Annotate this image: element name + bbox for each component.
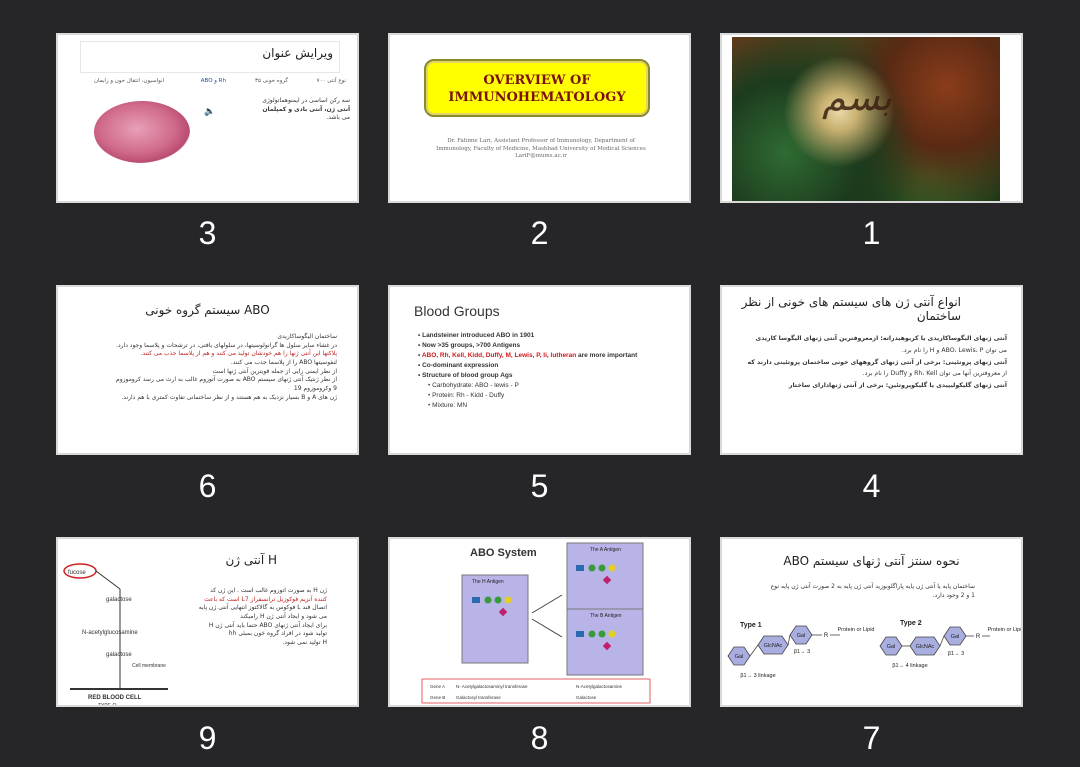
h-antigen-label: The H Antigen bbox=[472, 579, 504, 585]
slide-body: ساختمان الیگوساکاریدی در غشاء سایر سلول ها گرانولوسیتها، در سلولهای بافتی، در ترشحات و پلاسما وجود دارد. پلاکتها این آنتی ژنها را هم خودشان تولید می کنند و هم از پلاسما جذب می کنند. لنفوسیتها ABO را از پلاسما جذب می کنند. از نظر ایمنی زایی از جمله قویترین آنتی ژنها است از نظر ژنتیک آنتی ژنهای سیستم ABO به صورت آتوزوم غالب به ارث می رسد کروموزوم 9 وکروموزوم 19 ژن های A و B بسیار نزدیک به هم هستند و از نظر ساختمانی تفاوت کمتری با هم دارند. bbox=[115, 333, 337, 401]
membrane-label: Cell membrane bbox=[132, 663, 166, 669]
slide-thumbnail-1[interactable] bbox=[720, 33, 1023, 203]
gal-label: Gal bbox=[886, 644, 896, 650]
glcnac-label: GlcNAc bbox=[763, 643, 783, 649]
gal-label: Gal bbox=[734, 654, 744, 660]
slide-thumbnail-6[interactable] bbox=[56, 285, 359, 455]
gene-b-label: Gene B bbox=[430, 695, 446, 700]
slide-number: 9 bbox=[198, 720, 217, 756]
slide-number: 2 bbox=[530, 215, 549, 251]
fucose-label: fucose bbox=[68, 570, 86, 576]
slide-title: ABO System bbox=[470, 547, 537, 559]
arrow-chain: ۷۰۰ نوع آنتی ۳۵ گروه خونی ABO و Rh انواسیون، انتقال خون و زایمان bbox=[94, 78, 346, 84]
calligraphy-artwork bbox=[732, 37, 1000, 203]
bullet-list: سه رکن اساسی در ایمنوهماتولوژی آنتی ژن، آنتی بادی و کمپلمان می باشد. bbox=[262, 97, 350, 122]
sugar-a-label: N-Acetylgalactosamine bbox=[576, 684, 623, 689]
slide-title: ویرایش عنوان bbox=[262, 46, 333, 60]
slide-title-line-1: OVERVIEW OF bbox=[483, 73, 591, 88]
galactose2-label: galactose bbox=[106, 652, 132, 658]
slide-thumbnail-3[interactable] bbox=[56, 33, 359, 203]
type2-label: Type 2 bbox=[900, 620, 922, 627]
galactose-label: galactose bbox=[106, 597, 132, 603]
gal-label: Gal bbox=[950, 634, 960, 640]
slide-body: آنتی ژنهای الیگوساکاریدی یا کربوهیدراته: ازمعروفترین آنتی ژنهای الیگوسا کاریدی می توان ABO، Lewis، P و H را نام برد. آنتی ژنهای پروتئینی: برخی از آنتی ژنهای گروههای خونی ساختمان پروتئینی دارند که از معروفترین آنها می توان Rh، Kell و Duffy را نام برد. آنتی ژنهای گلیکولیپیدی یا گلیکوپروتئین: برخی از آنتی ژنهادارای ساختار bbox=[747, 335, 1007, 390]
enzyme-a-label: N- Acetylgalactosaminyl transferase bbox=[456, 684, 528, 689]
slide-thumbnail-4[interactable] bbox=[720, 285, 1023, 455]
slide-number: 3 bbox=[198, 215, 217, 251]
sugar-b-label: Galactose bbox=[576, 695, 597, 700]
calligraphy-glyph: بسم bbox=[822, 75, 892, 119]
slide-title-box bbox=[80, 41, 340, 73]
b13-label: β1→ 3 bbox=[947, 651, 965, 657]
author-info: Dr. Fahime Lari, Assistant Professor of Immunology, Department of Immunology, Faculty of Medicine, Mashhad University of Medical Sciences LariF@mums.ac.ir bbox=[436, 138, 646, 160]
slide-number: 8 bbox=[530, 720, 549, 756]
slide-number: 6 bbox=[198, 468, 217, 504]
slide-title: Blood Groups bbox=[414, 303, 500, 319]
synthesis-diagram bbox=[722, 539, 1023, 707]
speaker-icon: 🔈 bbox=[204, 107, 216, 117]
slide-number: 4 bbox=[862, 468, 881, 504]
protein-label: Protein or Lipid bbox=[987, 627, 1025, 633]
slide-number: 5 bbox=[530, 468, 549, 504]
rbc-label: RED BLOOD CELL bbox=[88, 695, 142, 701]
a-antigen-label: The A Antigen bbox=[590, 547, 621, 553]
gene-a-label: Gene A bbox=[430, 684, 446, 689]
slide-title: انواع آنتی ژن های سیستم های خونی از نظر ساختمان bbox=[741, 295, 961, 323]
r-label: R bbox=[823, 633, 829, 639]
slide-thumbnail-5[interactable] bbox=[388, 285, 691, 455]
abo-system-diagram bbox=[390, 539, 691, 707]
slide-title-line-2: IMMUNOHEMATOLOGY bbox=[448, 90, 626, 105]
type-label: TYPE O bbox=[98, 703, 117, 709]
slide-title: نحوه سنتز آنتی ژنهای سیستم ABO bbox=[783, 554, 960, 568]
slide-title: سیستم گروه خونی ABO bbox=[145, 303, 270, 317]
linkage1-label: β1→ 3 linkage bbox=[740, 673, 776, 679]
slide-number: 1 bbox=[862, 215, 881, 251]
b-antigen-label: The B Antigen bbox=[590, 613, 622, 619]
slide-thumbnail-8[interactable] bbox=[388, 537, 691, 707]
cell-illustration bbox=[94, 101, 190, 163]
gal-label: Gal bbox=[796, 633, 806, 639]
title-banner bbox=[424, 59, 650, 117]
slide-number: 7 bbox=[862, 720, 881, 756]
glcnac-label: GlcNAc bbox=[915, 644, 935, 650]
slide-intro: ساختمان پایه یا آنتی ژن پایه پاراگلوبوزید آنتی ژن پایه به 2 صورت آنتی ژن پایه نوع 1 و 2 وجود دارد. bbox=[770, 583, 975, 599]
r-label: R bbox=[975, 634, 981, 640]
linkage2-label: β1→ 4 linkage bbox=[892, 663, 928, 669]
slide-title: آنتی ژن H bbox=[225, 553, 277, 567]
slide-thumbnail-7[interactable] bbox=[720, 537, 1023, 707]
nag-label: N-acetylglucosamine bbox=[82, 630, 138, 636]
type1-label: Type 1 bbox=[740, 622, 762, 629]
b13-label: β1→ 3 bbox=[793, 649, 811, 655]
enzyme-b-label: Galactosyl transferase bbox=[456, 695, 501, 700]
slide-thumbnail-2[interactable] bbox=[388, 33, 691, 203]
slide-thumbnail-9[interactable] bbox=[56, 537, 359, 707]
protein-label: Protein or Lipid bbox=[837, 627, 875, 633]
bullet-list: • Landsteiner introduced ABO in 1901 • Now >35 groups, >700 Antigens • ABO, Rh, Kell, Kidd, Duffy, M, Lewis, P, Ii, lutheran are more important • Co-dominant expression • Structure of blood group Ags • Carbohydrate: ABO - lewis - P • Protein: Rh - Kidd - Duffy • Mixture: MN bbox=[410, 331, 637, 412]
slide-body: ژن H به صورت اتوزوم غالب است . این ژن کد کننده آنزیم فوکوزیل ترانسفراز L7 است که باعث اتصال قند L فوکوس به گالاکتوز انتهایی آنتی ژن پایه می شود و ایجاد آنتی ژن H رامیکند برای ایجاد آنتی ژنهای ABO حتما باید آنتی ژن H تولید شود در افراد گروه خون بمبئی hh H تولید نمی شود. bbox=[198, 587, 327, 647]
